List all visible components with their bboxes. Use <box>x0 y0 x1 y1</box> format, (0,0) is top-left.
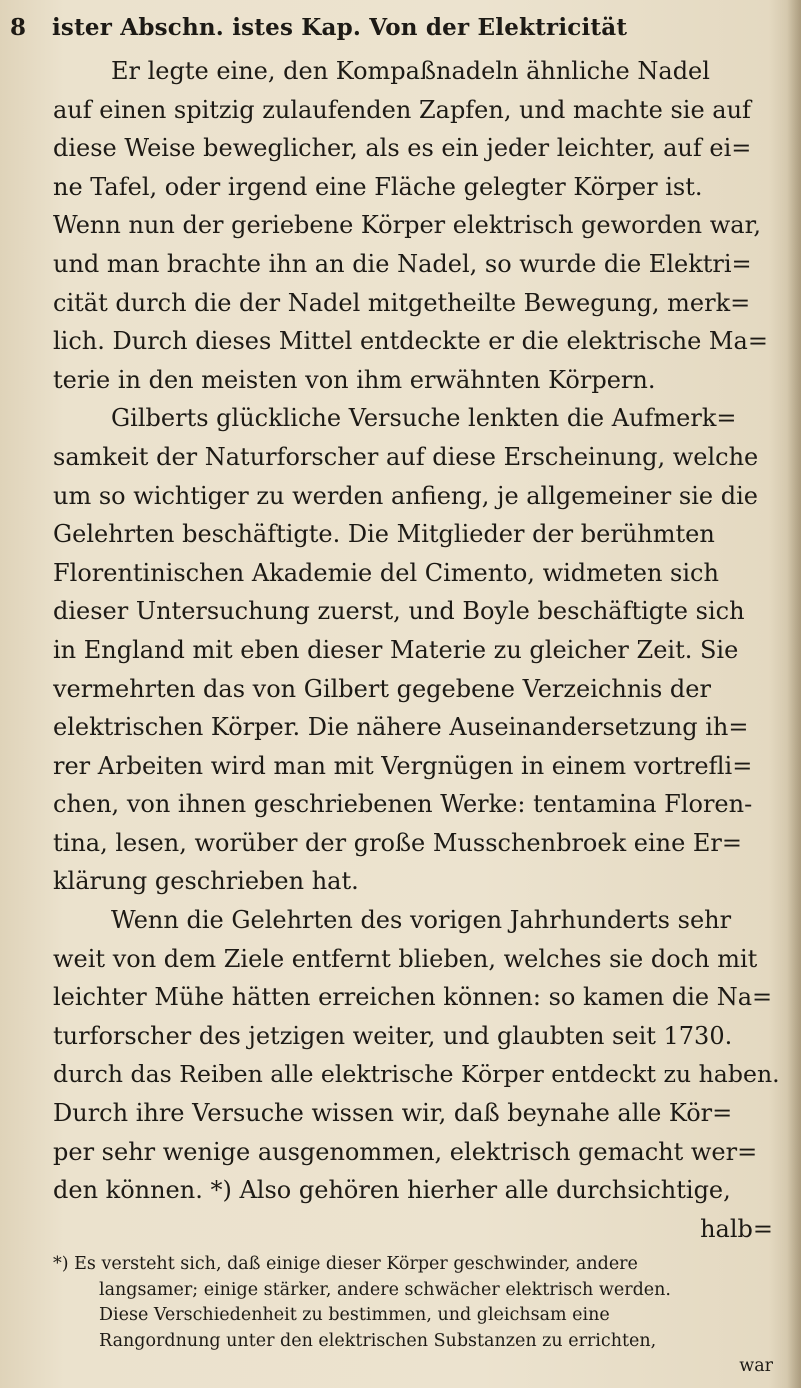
text-line: chen, von ihnen geschriebenen Werke: tentamina Floren- <box>53 790 753 819</box>
text-line: vermehrten das von Gilbert gegebene Verzeichnis der <box>53 674 711 703</box>
text-line: leichter Mühe hätten erreichen können: so kamen die Na= <box>53 983 773 1012</box>
text-line: lich. Durch dieses Mittel entdeckte er die elektrische Ma= <box>53 327 768 356</box>
text-line: in England mit eben dieser Materie zu gleicher Zeit. Sie <box>53 635 739 664</box>
text-line: den können. *) Also gehören hierher alle durchsichtige, <box>53 1176 731 1205</box>
text-line: Wenn die Gelehrten des vorigen Jahrhunderts sehr <box>111 906 732 935</box>
text-line: um so wichtiger zu werden anfieng, je allgemeiner sie die <box>53 481 758 510</box>
footnote-line: Rangordnung unter den elektrischen Substanzen zu errichten, <box>99 1330 657 1351</box>
text-line: ne Tafel, oder irgend eine Fläche gelegter Körper ist. <box>53 172 703 201</box>
text-line: Wenn nun der geriebene Körper elektrisch geworden war, <box>53 211 762 240</box>
page-number: 8 <box>10 14 27 41</box>
footnote-line: langsamer; einige stärker, andere schwächer elektrisch werden. <box>99 1279 671 1300</box>
text-line: klärung geschrieben hat. <box>53 867 359 896</box>
text-line: per sehr wenige ausgenommen, elektrisch gemacht wer= <box>53 1137 758 1166</box>
footnote-block <box>53 1252 781 1380</box>
text-line: halb= <box>700 1214 773 1243</box>
text-line: elektrischen Körper. Die nähere Auseinandersetzung ih= <box>53 713 749 742</box>
text-line: Gilberts glückliche Versuche lenkten die Aufmerk= <box>111 404 737 433</box>
text-line: terie in den meisten von ihm erwähnten Körpern. <box>53 365 656 394</box>
page-edge-shadow <box>787 0 801 1388</box>
text-line: Florentinischen Akademie del Cimento, widmeten sich <box>53 558 719 587</box>
text-line: diese Weise beweglicher, als es ein jeder leichter, auf ei= <box>53 134 752 163</box>
running-head: ister Abschn. istes Kap. Von der Elektricität <box>52 14 628 41</box>
footnote-line: war <box>739 1356 773 1376</box>
text-line: Durch ihre Versuche wissen wir, daß beynahe alle Kör= <box>53 1099 733 1128</box>
page-header <box>0 8 801 48</box>
footnote-line: *) Es versteht sich, daß einige dieser Körper geschwinder, andere <box>53 1254 638 1274</box>
text-line: Gelehrten beschäftigte. Die Mitglieder der berühmten <box>53 520 715 549</box>
text-line: tina, lesen, worüber der große Musschenbroek eine Er= <box>53 828 743 857</box>
text-line: turforscher des jetzigen weiter, und glaubten seit 1730. <box>53 1021 733 1050</box>
text-line: auf einen spitzig zulaufenden Zapfen, und machte sie auf <box>53 95 751 124</box>
text-line: durch das Reiben alle elektrische Körper entdeckt zu haben. <box>53 1060 780 1089</box>
body-text <box>53 52 781 1248</box>
text-line: weit von dem Ziele entfernt blieben, welches sie doch mit <box>53 944 758 973</box>
footnote-line: Diese Verschiedenheit zu bestimmen, und gleichsam eine <box>99 1305 610 1325</box>
text-line: rer Arbeiten wird man mit Vergnügen in einem vortrefli= <box>53 751 753 780</box>
text-line: Er legte eine, den Kompaßnadeln ähnliche Nadel <box>111 57 710 85</box>
text-line: cität durch die der Nadel mitgetheilte Bewegung, merk= <box>53 288 751 317</box>
text-line: und man brachte ihn an die Nadel, so wurde die Elektri= <box>53 249 752 278</box>
text-line: samkeit der Naturforscher auf diese Erscheinung, welche <box>53 442 759 471</box>
text-line: dieser Untersuchung zuerst, und Boyle beschäftigte sich <box>53 597 745 626</box>
